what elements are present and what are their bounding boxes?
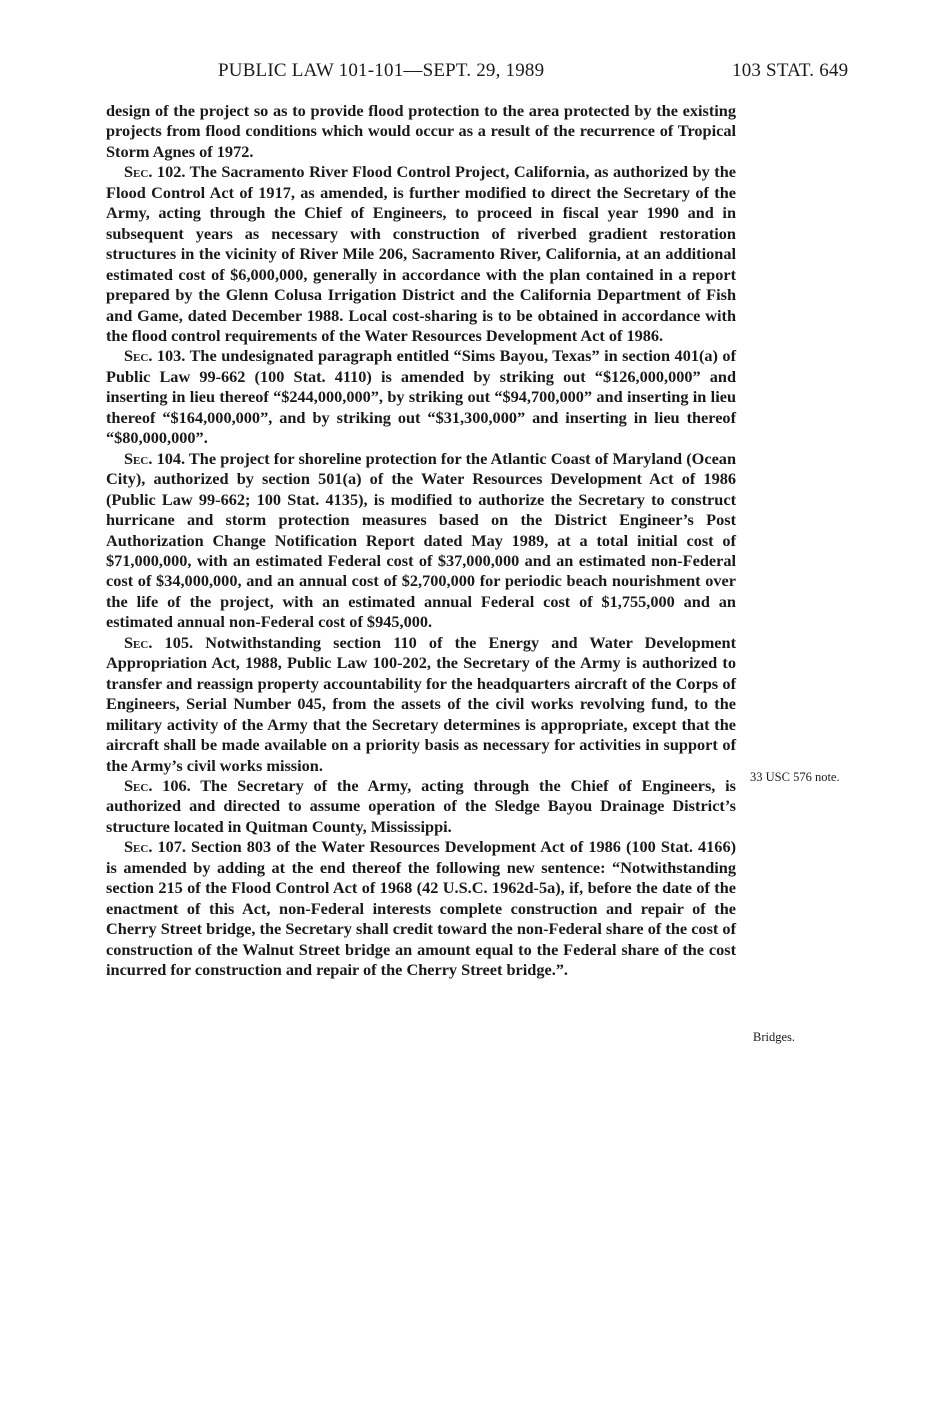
- section-102: [106, 162, 736, 346]
- section-102-label: Sec. 102.: [124, 162, 186, 182]
- section-105-text: Notwithstanding section 110 of the Energy and Water Development Appropriation Act, 1988, Public Law 100-202, the Secretary of the Army is authorized to transfer and reassign property accountability for the headquarters aircraft of the Corps of Engineers, Serial Number 045, from the assets of the civil works revolving fund, to the military activity of the Army that the Secretary determines is appropriate, except that the aircraft shall be made available on a priority basis as necessary for activities in support of the Army’s civil works mission.: [106, 632, 737, 775]
- running-head-title: PUBLIC LAW 101-101—SEPT. 29, 1989: [218, 60, 545, 81]
- section-103-text: The undesignated paragraph entitled “Sims Bayou, Texas” in section 401(a) of Public Law 99-662 (100 Stat. 4110) is amended by striking out “$126,000,000” and inserting in lieu thereof “$244,000,000”, by striking out “$94,700,000” and inserting in lieu thereof “$164,000,000”, and by striking out “$31,300,000” and inserting in lieu thereof “$80,000,000”.: [106, 346, 736, 448]
- section-106-label: Sec. 106.: [124, 775, 191, 795]
- section-103: [106, 346, 736, 448]
- page-header: [0, 60, 948, 88]
- body-text-column: [106, 101, 736, 980]
- section-107-label: Sec. 107.: [124, 837, 186, 857]
- section-104-label: Sec. 104.: [124, 448, 186, 468]
- section-103-label: Sec. 103.: [124, 346, 186, 366]
- section-105-label: Sec. 105.: [124, 632, 194, 652]
- section-102-text: The Sacramento River Flood Control Project, California, as authorized by the Flood Control Act of 1917, as amended, is further modified to direct the Secretary of the Army, acting through the Chief of Engineers, to proceed in fiscal year 1990 and in subsequent years as necessary with construction of riverbed gradient restoration structures in the vicinity of River Mile 206, Sacramento River, California, at an additional estimated cost of $6,000,000, generally in accordance with the plan contained in a report prepared by the Glenn Colusa Irrigation District and the California Department of Fish and Game, dated December 1988. Local cost-sharing is to be obtained in accordance with the flood control requirements of the Water Resources Development Act of 1986.: [106, 162, 737, 345]
- section-106: [106, 776, 736, 837]
- section-104: [106, 449, 736, 633]
- stat-page-reference: 103 STAT. 649: [732, 60, 849, 81]
- continued-paragraph: design of the project so as to provide flood protection to the area protected by the existing projects from flood conditions which would occur as a result of the recurrence of Tropical Storm Agnes of 1972.: [106, 101, 736, 161]
- section-106-text: The Secretary of the Army, acting through the Chief of Engineers, is authorized and directed to assume operation of the Sledge Bayou Drainage District’s structure located in Quitman County, Mississippi.: [106, 775, 737, 836]
- margin-note-bridges: Bridges.: [753, 1030, 796, 1044]
- section-105: [106, 633, 736, 776]
- margin-note-usc-citation: 33 USC 576 note.: [750, 770, 840, 784]
- section-107: [106, 837, 736, 980]
- section-107-text: Section 803 of the Water Resources Development Act of 1986 (100 Stat. 4166) is amended by adding at the end thereof the following new sentence: “Notwithstanding section 215 of the Flood Control Act of 1968 (42 U.S.C. 1962d-5a), if, before the date of the enactment of this Act, non-Federal interests complete construction and repair of the Cherry Street bridge, the Secretary shall credit toward the non-Federal share of the cost of construction of the Walnut Street bridge an amount equal to the Federal share of the cost incurred for construction and repair of the Cherry Street bridge.”.: [106, 837, 737, 980]
- section-104-text: The project for shoreline protection for the Atlantic Coast of Maryland (Ocean City), authorized by section 501(a) of the Water Resources Development Act of 1986 (Public Law 99-662; 100 Stat. 4135), is modified to authorize the Secretary to construct hurricane and storm protection measures based on the District Engineer’s Post Authorization Change Notification Report dated May 1989, at a total initial cost of $71,000,000, with an estimated Federal cost of $37,000,000 and an estimated non-Federal cost of $34,000,000, and an annual cost of $2,700,000 for periodic beach nourishment over the life of the project, with an estimated annual Federal cost of $1,755,000 and an estimated annual non-Federal cost of $945,000.: [106, 448, 736, 632]
